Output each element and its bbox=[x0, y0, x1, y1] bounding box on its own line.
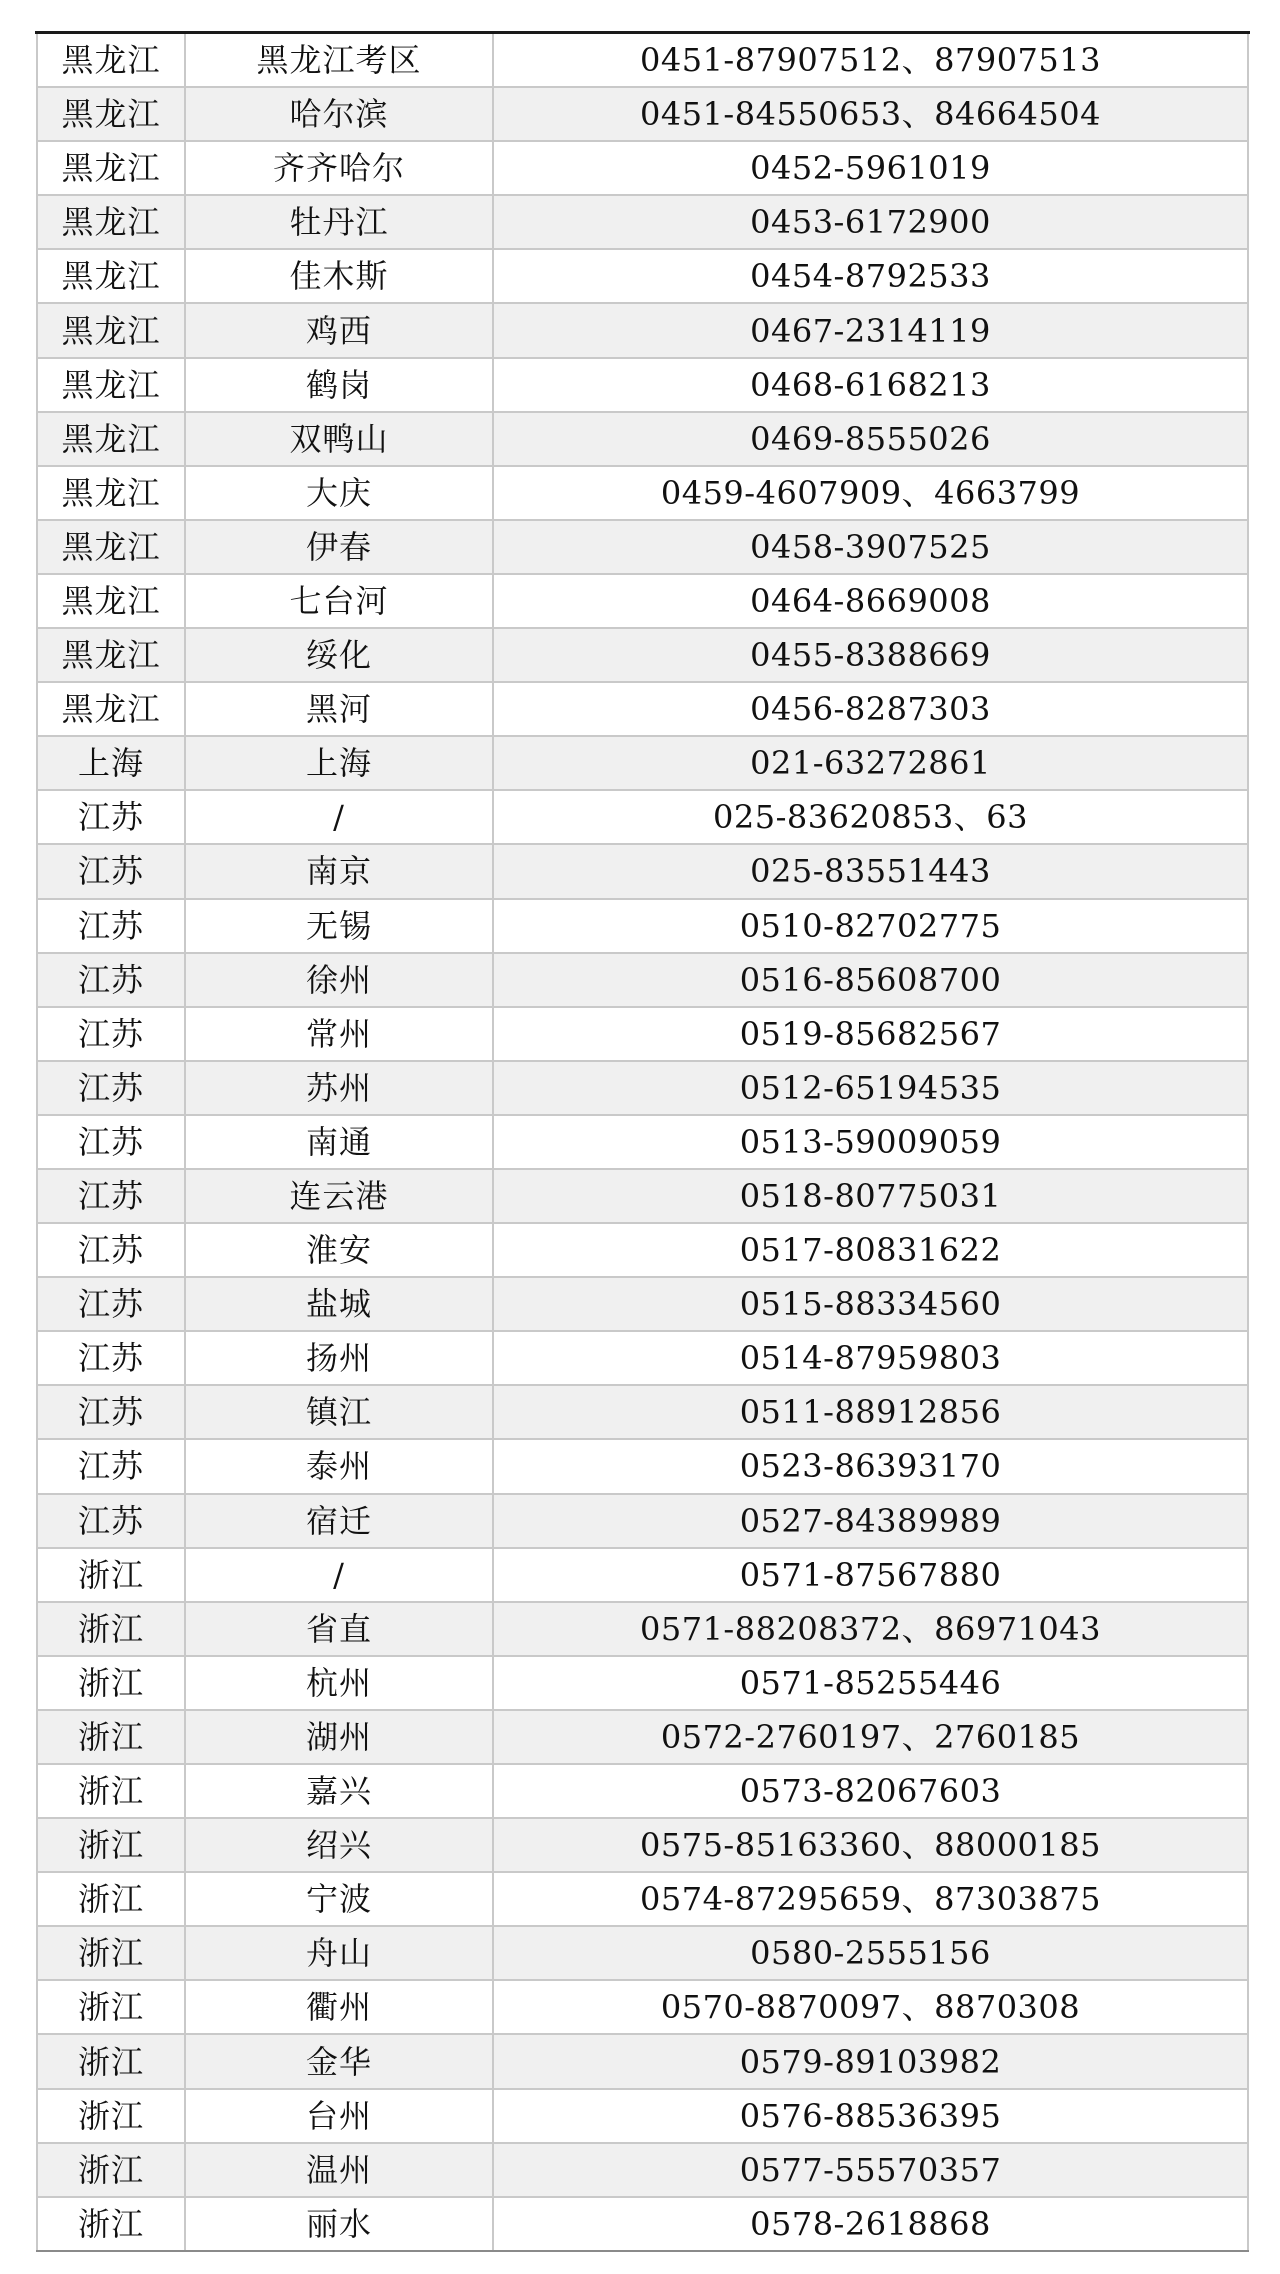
phone-cell: 0515-88334560 bbox=[493, 1277, 1248, 1331]
phone-cell: 0575-85163360、88000185 bbox=[493, 1818, 1248, 1872]
table-row bbox=[37, 1331, 1248, 1385]
table-row bbox=[37, 1115, 1248, 1169]
province-cell: 黑龙江 bbox=[37, 141, 185, 195]
city-cell: 衢州 bbox=[185, 1980, 493, 2034]
city-cell: 无锡 bbox=[185, 899, 493, 953]
city-cell: 鸡西 bbox=[185, 303, 493, 357]
phone-cell: 0469-8555026 bbox=[493, 412, 1248, 466]
table-row bbox=[37, 1872, 1248, 1926]
phone-cell: 0452-5961019 bbox=[493, 141, 1248, 195]
city-cell: 湖州 bbox=[185, 1710, 493, 1764]
phone-cell: 0571-87567880 bbox=[493, 1548, 1248, 1602]
province-cell: 黑龙江 bbox=[37, 34, 185, 87]
city-cell: 南京 bbox=[185, 844, 493, 898]
province-cell: 浙江 bbox=[37, 1926, 185, 1980]
phone-cell: 0527-84389989 bbox=[493, 1494, 1248, 1548]
city-cell: 上海 bbox=[185, 736, 493, 790]
phone-cell: 0467-2314119 bbox=[493, 303, 1248, 357]
phone-cell: 0580-2555156 bbox=[493, 1926, 1248, 1980]
province-cell: 浙江 bbox=[37, 2197, 185, 2251]
phone-cell: 0570-8870097、8870308 bbox=[493, 1980, 1248, 2034]
table-row bbox=[37, 574, 1248, 628]
city-cell: 齐齐哈尔 bbox=[185, 141, 493, 195]
province-cell: 江苏 bbox=[37, 1331, 185, 1385]
phone-cell: 0459-4607909、4663799 bbox=[493, 466, 1248, 520]
province-cell: 黑龙江 bbox=[37, 628, 185, 682]
city-cell: 黑龙江考区 bbox=[185, 34, 493, 87]
table-row bbox=[37, 2089, 1248, 2143]
city-cell: 哈尔滨 bbox=[185, 87, 493, 141]
phone-cell: 021-63272861 bbox=[493, 736, 1248, 790]
phone-cell: 0523-86393170 bbox=[493, 1439, 1248, 1493]
province-cell: 江苏 bbox=[37, 844, 185, 898]
city-cell: 南通 bbox=[185, 1115, 493, 1169]
city-cell: 泰州 bbox=[185, 1439, 493, 1493]
city-cell: / bbox=[185, 1548, 493, 1602]
table-row bbox=[37, 1980, 1248, 2034]
province-cell: 浙江 bbox=[37, 1818, 185, 1872]
table-row bbox=[37, 1277, 1248, 1331]
table-row bbox=[37, 466, 1248, 520]
phone-cell: 0514-87959803 bbox=[493, 1331, 1248, 1385]
province-cell: 江苏 bbox=[37, 1223, 185, 1277]
table-row bbox=[37, 87, 1248, 141]
table-row bbox=[37, 412, 1248, 466]
city-cell: 温州 bbox=[185, 2143, 493, 2197]
province-cell: 黑龙江 bbox=[37, 358, 185, 412]
province-cell: 浙江 bbox=[37, 1602, 185, 1656]
province-cell: 江苏 bbox=[37, 1494, 185, 1548]
city-cell: 淮安 bbox=[185, 1223, 493, 1277]
city-cell: / bbox=[185, 790, 493, 844]
table-body bbox=[37, 34, 1248, 2251]
phone-cell: 0513-59009059 bbox=[493, 1115, 1248, 1169]
city-cell: 伊春 bbox=[185, 520, 493, 574]
city-cell: 镇江 bbox=[185, 1385, 493, 1439]
city-cell: 双鸭山 bbox=[185, 412, 493, 466]
province-cell: 江苏 bbox=[37, 899, 185, 953]
province-cell: 江苏 bbox=[37, 1277, 185, 1331]
city-cell: 嘉兴 bbox=[185, 1764, 493, 1818]
province-cell: 黑龙江 bbox=[37, 466, 185, 520]
city-cell: 黑河 bbox=[185, 682, 493, 736]
province-cell: 黑龙江 bbox=[37, 249, 185, 303]
table-row bbox=[37, 2197, 1248, 2251]
table-row bbox=[37, 1385, 1248, 1439]
province-cell: 黑龙江 bbox=[37, 682, 185, 736]
province-cell: 江苏 bbox=[37, 1115, 185, 1169]
phone-cell: 0455-8388669 bbox=[493, 628, 1248, 682]
phone-cell: 0511-88912856 bbox=[493, 1385, 1248, 1439]
city-cell: 宿迁 bbox=[185, 1494, 493, 1548]
city-cell: 宁波 bbox=[185, 1872, 493, 1926]
province-cell: 黑龙江 bbox=[37, 303, 185, 357]
table-row bbox=[37, 953, 1248, 1007]
table-row bbox=[37, 249, 1248, 303]
table-row bbox=[37, 1494, 1248, 1548]
phone-cell: 0454-8792533 bbox=[493, 249, 1248, 303]
city-cell: 苏州 bbox=[185, 1061, 493, 1115]
province-cell: 浙江 bbox=[37, 1764, 185, 1818]
table-row bbox=[37, 358, 1248, 412]
city-cell: 绍兴 bbox=[185, 1818, 493, 1872]
table-row bbox=[37, 1169, 1248, 1223]
province-cell: 浙江 bbox=[37, 1980, 185, 2034]
table-row bbox=[37, 1656, 1248, 1710]
table-row bbox=[37, 141, 1248, 195]
phone-cell: 0518-80775031 bbox=[493, 1169, 1248, 1223]
city-cell: 佳木斯 bbox=[185, 249, 493, 303]
city-cell: 杭州 bbox=[185, 1656, 493, 1710]
table-row bbox=[37, 2143, 1248, 2197]
province-cell: 江苏 bbox=[37, 1169, 185, 1223]
phone-cell: 025-83620853、63 bbox=[493, 790, 1248, 844]
city-cell: 扬州 bbox=[185, 1331, 493, 1385]
province-cell: 浙江 bbox=[37, 2089, 185, 2143]
province-cell: 江苏 bbox=[37, 1061, 185, 1115]
city-cell: 盐城 bbox=[185, 1277, 493, 1331]
table-row bbox=[37, 1602, 1248, 1656]
table-row bbox=[37, 628, 1248, 682]
phone-cell: 025-83551443 bbox=[493, 844, 1248, 898]
city-cell: 鹤岗 bbox=[185, 358, 493, 412]
province-cell: 江苏 bbox=[37, 790, 185, 844]
phone-cell: 0572-2760197、2760185 bbox=[493, 1710, 1248, 1764]
table-row bbox=[37, 1818, 1248, 1872]
phone-cell: 0517-80831622 bbox=[493, 1223, 1248, 1277]
table-row bbox=[37, 736, 1248, 790]
province-cell: 江苏 bbox=[37, 1439, 185, 1493]
province-cell: 浙江 bbox=[37, 1656, 185, 1710]
table-row bbox=[37, 195, 1248, 249]
province-cell: 黑龙江 bbox=[37, 412, 185, 466]
province-cell: 江苏 bbox=[37, 953, 185, 1007]
province-cell: 浙江 bbox=[37, 2034, 185, 2088]
city-cell: 台州 bbox=[185, 2089, 493, 2143]
province-cell: 黑龙江 bbox=[37, 520, 185, 574]
phone-cell: 0571-85255446 bbox=[493, 1656, 1248, 1710]
table-row bbox=[37, 1007, 1248, 1061]
phone-cell: 0573-82067603 bbox=[493, 1764, 1248, 1818]
table-row bbox=[37, 303, 1248, 357]
phone-cell: 0456-8287303 bbox=[493, 682, 1248, 736]
table-row bbox=[37, 899, 1248, 953]
table-row bbox=[37, 1548, 1248, 1602]
city-cell: 省直 bbox=[185, 1602, 493, 1656]
phone-cell: 0512-65194535 bbox=[493, 1061, 1248, 1115]
city-cell: 常州 bbox=[185, 1007, 493, 1061]
phone-cell: 0468-6168213 bbox=[493, 358, 1248, 412]
city-cell: 金华 bbox=[185, 2034, 493, 2088]
city-cell: 连云港 bbox=[185, 1169, 493, 1223]
city-cell: 丽水 bbox=[185, 2197, 493, 2251]
province-cell: 浙江 bbox=[37, 1710, 185, 1764]
phone-cell: 0464-8669008 bbox=[493, 574, 1248, 628]
phone-cell: 0571-88208372、86971043 bbox=[493, 1602, 1248, 1656]
phone-cell: 0578-2618868 bbox=[493, 2197, 1248, 2251]
city-cell: 徐州 bbox=[185, 953, 493, 1007]
province-cell: 浙江 bbox=[37, 1548, 185, 1602]
city-cell: 大庆 bbox=[185, 466, 493, 520]
table-row bbox=[37, 1061, 1248, 1115]
city-cell: 七台河 bbox=[185, 574, 493, 628]
province-cell: 黑龙江 bbox=[37, 574, 185, 628]
table-row bbox=[37, 2034, 1248, 2088]
phone-cell: 0579-89103982 bbox=[493, 2034, 1248, 2088]
province-cell: 江苏 bbox=[37, 1385, 185, 1439]
table-row bbox=[37, 1926, 1248, 1980]
phone-cell: 0453-6172900 bbox=[493, 195, 1248, 249]
table-row bbox=[37, 682, 1248, 736]
table-row bbox=[37, 1439, 1248, 1493]
contact-table bbox=[36, 34, 1249, 2252]
table-row bbox=[37, 520, 1248, 574]
table-row bbox=[37, 1710, 1248, 1764]
table-row bbox=[37, 790, 1248, 844]
city-cell: 绥化 bbox=[185, 628, 493, 682]
table-row bbox=[37, 844, 1248, 898]
province-cell: 江苏 bbox=[37, 1007, 185, 1061]
table-row bbox=[37, 34, 1248, 87]
phone-cell: 0458-3907525 bbox=[493, 520, 1248, 574]
city-cell: 舟山 bbox=[185, 1926, 493, 1980]
province-cell: 黑龙江 bbox=[37, 195, 185, 249]
city-cell: 牡丹江 bbox=[185, 195, 493, 249]
phone-cell: 0516-85608700 bbox=[493, 953, 1248, 1007]
province-cell: 浙江 bbox=[37, 2143, 185, 2197]
phone-cell: 0576-88536395 bbox=[493, 2089, 1248, 2143]
province-cell: 上海 bbox=[37, 736, 185, 790]
phone-cell: 0574-87295659、87303875 bbox=[493, 1872, 1248, 1926]
phone-cell: 0451-87907512、87907513 bbox=[493, 34, 1248, 87]
table-row bbox=[37, 1764, 1248, 1818]
phone-cell: 0510-82702775 bbox=[493, 899, 1248, 953]
table-row bbox=[37, 1223, 1248, 1277]
province-cell: 黑龙江 bbox=[37, 87, 185, 141]
province-cell: 浙江 bbox=[37, 1872, 185, 1926]
phone-cell: 0577-55570357 bbox=[493, 2143, 1248, 2197]
phone-cell: 0451-84550653、84664504 bbox=[493, 87, 1248, 141]
phone-cell: 0519-85682567 bbox=[493, 1007, 1248, 1061]
